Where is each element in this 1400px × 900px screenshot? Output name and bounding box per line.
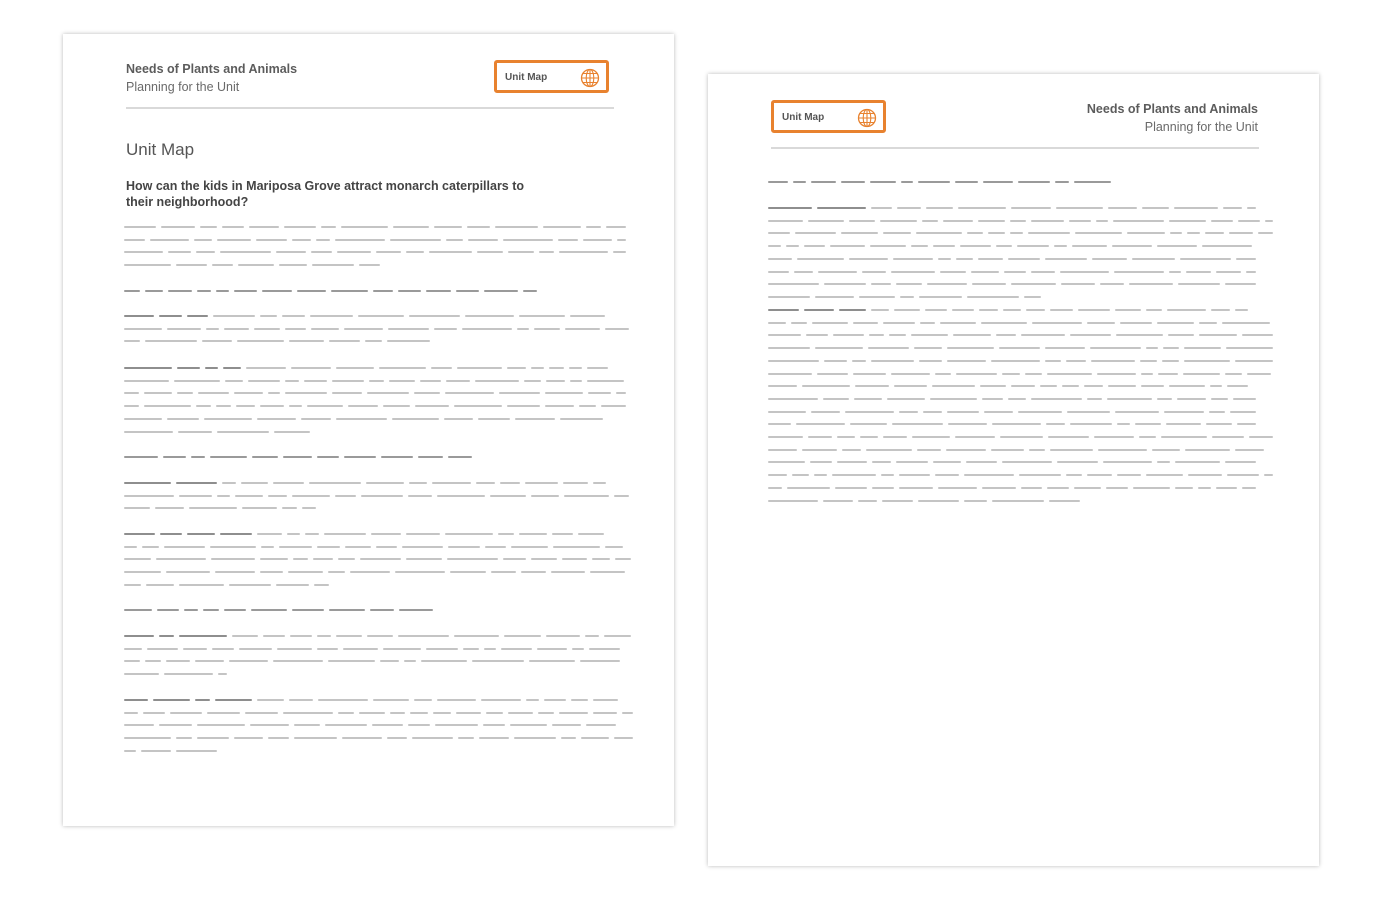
placeholder-heading-line [124,290,537,292]
placeholder-text-line [124,328,629,330]
placeholder-text-line [768,373,1273,375]
placeholder-text-line [124,533,604,535]
placeholder-text-line [124,546,623,548]
placeholder-text-line [768,322,1273,324]
placeholder-text-line [768,296,1052,298]
placeholder-text-line [768,360,1273,362]
unit-title: Needs of Plants and Animals [1086,102,1258,116]
placeholder-text-line [124,750,219,752]
unit-map-button-label: Unit Map [505,72,548,83]
placeholder-text-line [768,449,1273,451]
unit-map-button-label: Unit Map [782,112,825,123]
placeholder-text-line [124,673,227,675]
placeholder-text-line [124,239,626,241]
placeholder-text-line [124,584,329,586]
placeholder-text-line [768,474,1273,476]
placeholder-text-line [124,737,633,739]
placeholder-text-line [124,315,605,317]
placeholder-text-line [768,436,1273,438]
driving-question: How can the kids in Mariposa Grove attract monarch caterpillars to their neighborhood? [126,179,525,209]
placeholder-text-line [124,507,316,509]
placeholder-text-line [768,385,1256,387]
placeholder-text-line [768,461,1256,463]
placeholder-text-line [768,220,1273,222]
placeholder-text-line [768,398,1256,400]
unit-subtitle: Planning for the Unit [1144,120,1258,134]
placeholder-text-line [124,251,626,253]
placeholder-text-line [768,334,1273,336]
placeholder-text-line [768,232,1273,234]
placeholder-heading-line [124,609,438,611]
placeholder-text-line [124,571,629,573]
placeholder-text-line [768,423,1256,425]
placeholder-text-line [124,405,626,407]
placeholder-text-line [124,380,626,382]
placeholder-text-line [768,411,1256,413]
placeholder-text-line [124,495,629,497]
document-page-right [708,74,1319,866]
placeholder-text-line [124,367,608,369]
placeholder-text-line [768,500,1089,502]
placeholder-text-line [768,347,1273,349]
body-text-placeholder [124,34,636,826]
placeholder-text-line [124,340,430,342]
placeholder-text-line [124,635,631,637]
placeholder-text-line [124,431,310,433]
placeholder-heading-line [124,456,474,458]
placeholder-text-line [124,482,613,484]
placeholder-text-line [768,309,1248,311]
placeholder-text-line [124,699,628,701]
placeholder-text-line [768,258,1256,260]
placeholder-text-line [768,487,1256,489]
placeholder-text-line [124,418,614,420]
placeholder-text-line [124,264,380,266]
unit-subtitle: Planning for the Unit [126,80,240,94]
placeholder-text-line [768,283,1256,285]
placeholder-text-line [768,207,1256,209]
placeholder-text-line [124,712,633,714]
placeholder-text-line [124,226,626,228]
placeholder-text-line [124,660,620,662]
placeholder-heading-line [768,181,1118,183]
placeholder-text-line [124,558,631,560]
unit-title: Needs of Plants and Animals [126,62,298,76]
placeholder-text-line [768,245,1256,247]
document-page-left [63,34,674,826]
body-text-placeholder [768,74,1280,866]
section-title: Unit Map [126,140,195,159]
placeholder-text-line [124,648,620,650]
placeholder-text-line [124,392,626,394]
placeholder-text-line [768,271,1256,273]
placeholder-text-line [124,724,623,726]
